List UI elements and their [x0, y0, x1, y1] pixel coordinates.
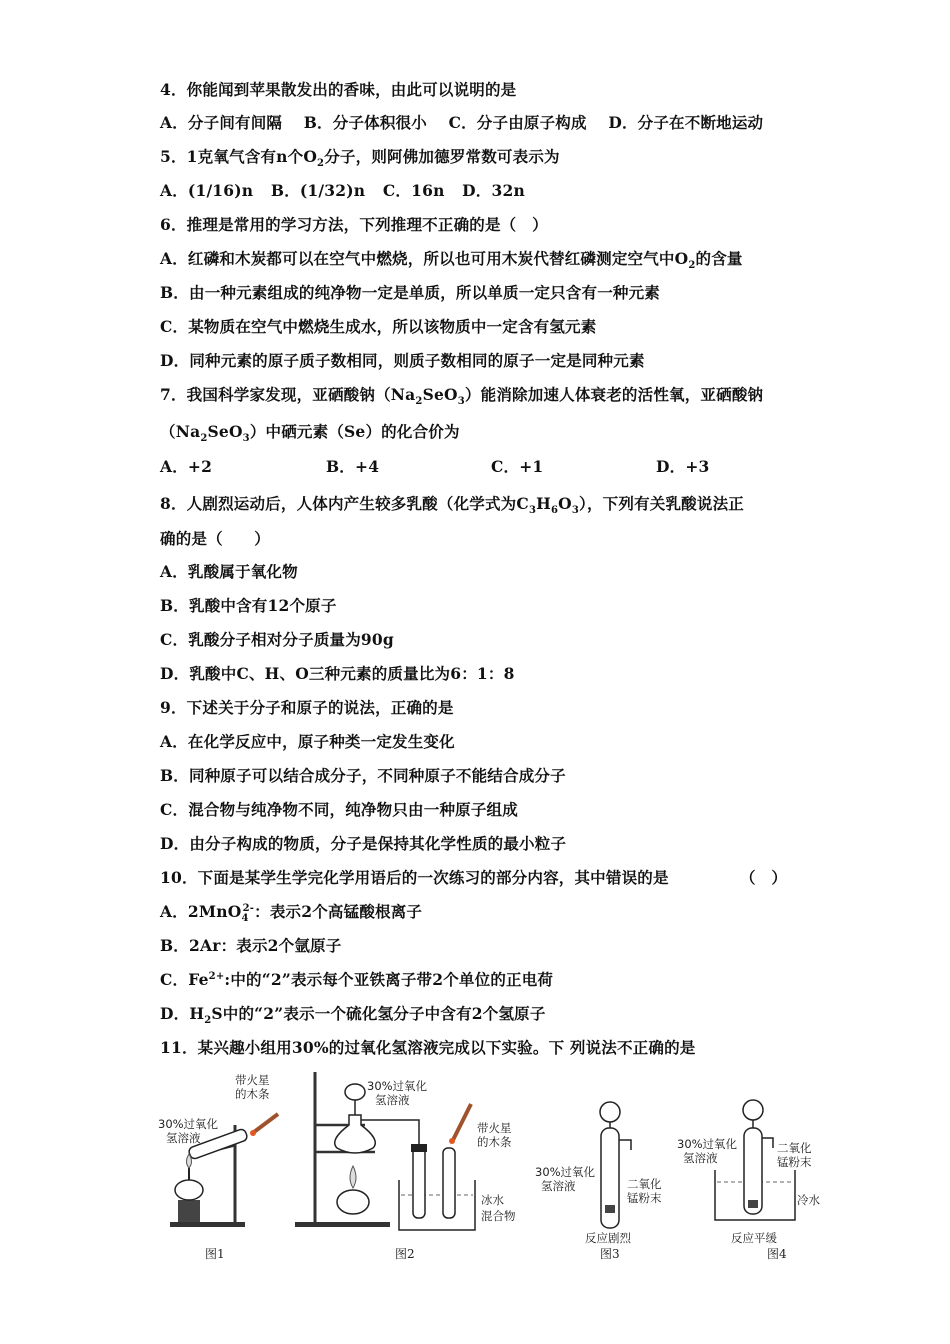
beaker: [399, 1180, 475, 1230]
figure-1: [150, 1070, 300, 1270]
glowing-splint: [254, 1114, 278, 1132]
figure-4-diagram: [675, 1070, 830, 1270]
q8-s1-post: ），下列有关乳酸说法正: [579, 494, 744, 513]
figure-4: [675, 1070, 830, 1270]
q6-option-c[interactable]: C．某物质在空气中燃烧生成水，所以该物质中一定含有氢元素: [160, 317, 597, 336]
fig2-label-ice-2: 混合物: [481, 1209, 516, 1223]
q7-s2-sub2: 3: [242, 433, 250, 445]
q10-a-sup: 2-: [242, 902, 255, 914]
u-tube-left: [413, 1148, 425, 1218]
q4-option-d[interactable]: D．分子在不断地运动: [608, 113, 764, 132]
q10-option-b[interactable]: B．2Ar：表示2个氩原子: [160, 936, 342, 955]
q11-stem: 11．某兴趣小组用30%的过氧化氢溶液完成以下实验。下 列说法不正确的是: [160, 1038, 696, 1057]
q7-stem-line2: [160, 420, 460, 444]
q7-s1-sub2: 3: [457, 396, 465, 408]
q8-s1-sub2: 6: [550, 505, 559, 517]
q7-s1-mid: SeO: [422, 385, 458, 404]
fig4-label-mn-2: 锰粉末: [777, 1155, 812, 1169]
q8-s1-pre: 8．人剧烈运动后，人体内产生较多乳酸（化学式为C: [160, 494, 529, 513]
q8-stem-line2: 确的是（ ）: [160, 529, 270, 548]
q5-stem: [160, 145, 560, 169]
q10-d-pre: D．H: [160, 1004, 205, 1023]
q10-c-pre: C．Fe: [160, 970, 209, 989]
glowing-splint: [453, 1104, 471, 1140]
fig3-note: 反应剧烈: [585, 1231, 631, 1245]
rubber-stopper: [411, 1144, 427, 1152]
q10-c-post: :中的“2”表示每个亚铁离子带2个单位的正电荷: [224, 970, 554, 989]
q9-option-b[interactable]: B．同种原子可以结合成分子，不同种原子不能结合成分子: [160, 766, 566, 785]
q8-s1-o: O: [558, 494, 572, 513]
u-tube-right: [443, 1148, 455, 1218]
fig3-label-sol-2: 氢溶液: [541, 1179, 576, 1193]
q8-option-c[interactable]: C．乳酸分子相对分子质量为90g: [160, 630, 394, 649]
q8-s1-h: H: [536, 494, 551, 513]
q5-options: [160, 179, 525, 201]
q6-option-a[interactable]: [160, 247, 743, 271]
q7-stem-line1: [160, 383, 763, 407]
mno2-powder: [605, 1205, 615, 1213]
fig2-label-sol-2: 氢溶液: [375, 1093, 410, 1107]
figure-2: [295, 1070, 535, 1270]
q7-option-b[interactable]: B．+4: [326, 457, 380, 476]
stand-base: [295, 1222, 390, 1227]
q9-stem: 9．下述关于分子和原子的说法，正确的是: [160, 698, 454, 717]
q7-s2-pre: （Na: [160, 422, 201, 441]
q10-a-pre: A．2MnO: [160, 902, 242, 921]
separatory-funnel: [345, 1084, 365, 1100]
q10-a-post: ：表示2个高锰酸根离子: [254, 902, 423, 921]
q10-option-d[interactable]: [160, 1002, 546, 1026]
q4-options: [160, 111, 763, 133]
q4-option-b[interactable]: B．分子体积很小: [303, 113, 427, 132]
q7-s2-post: ）中硒元素（Se）的化合价为: [249, 422, 460, 441]
q8-s1-sub1: 3: [528, 505, 537, 517]
fig4-label-sol-1: 30%过氧化: [677, 1137, 738, 1151]
lamp-flame: [350, 1166, 356, 1188]
q6-option-d[interactable]: D．同种元素的原子质子数相同，则质子数相同的原子一定是同种元素: [160, 351, 645, 370]
fig1-label-sol-2: 氢溶液: [166, 1131, 201, 1145]
alcohol-lamp: [175, 1180, 203, 1200]
q6-option-b[interactable]: B．由一种元素组成的纯净物一定是单质，所以单质一定只含有一种元素: [160, 283, 661, 302]
q6-stem: 6．推理是常用的学习方法，下列推理不正确的是（ ）: [160, 215, 548, 234]
q5-stem-post: 分子，则阿佛加德罗常数可表示为: [324, 147, 560, 166]
q6-a-pre: A．红磷和木炭都可以在空气中燃烧，所以也可用木炭代替红磷测定空气中O: [160, 249, 689, 268]
q7-s1-pre: 7．我国科学家发现，亚硒酸钠（Na: [160, 385, 416, 404]
q9-option-c[interactable]: C．混合物与纯净物不同，纯净物只由一种原子组成: [160, 800, 518, 819]
fig1-label-splint-2: 的木条: [235, 1087, 270, 1101]
q9-option-d[interactable]: D．由分子构成的物质，分子是保持其化学性质的最小粒子: [160, 834, 567, 853]
q7-option-d[interactable]: D．+3: [656, 457, 710, 476]
fig4-label-mn-1: 二氧化: [777, 1141, 812, 1155]
fig4-caption: 图4: [767, 1247, 787, 1261]
side-tube: [762, 1138, 773, 1148]
fig1-label-sol-1: 30%过氧化: [158, 1117, 219, 1131]
q7-s1-sub1: 2: [415, 396, 423, 408]
q10-answer-bracket: （ ）: [740, 868, 788, 887]
dropping-funnel: [743, 1100, 763, 1120]
q10-a-sub: 4: [241, 913, 249, 925]
fig4-note: 反应平缓: [731, 1231, 777, 1245]
q5-option-d[interactable]: D．32n: [462, 181, 525, 200]
block-support: [178, 1200, 200, 1222]
splint-ember: [250, 1130, 256, 1136]
q7-s2-sub1: 2: [200, 433, 208, 445]
alcohol-lamp: [337, 1190, 369, 1214]
fig1-label-splint-1: 带火星: [235, 1073, 270, 1087]
dropping-funnel: [600, 1102, 620, 1122]
side-tube: [619, 1140, 631, 1150]
q5-stem-pre: 5．1克氧气含有n个O: [160, 147, 318, 166]
fig2-label-splint-2: 的木条: [477, 1135, 512, 1149]
q6-a-post: 的含量: [695, 249, 743, 268]
q9-option-a[interactable]: A．在化学反应中，原子种类一定发生变化: [160, 732, 455, 751]
q5-stem-sub: 2: [317, 158, 325, 170]
q10-d-post: S中的“2”表示一个硫化氢分子中含有2个氢原子: [211, 1004, 546, 1023]
fig3-label-mn-2: 锰粉末: [627, 1191, 662, 1205]
experiment-figures: [150, 1070, 830, 1270]
q7-s2-mid: SeO: [207, 422, 243, 441]
figure-1-diagram: [150, 1070, 300, 1270]
fig3-label-mn-1: 二氧化: [627, 1177, 662, 1191]
mno2-powder: [748, 1200, 758, 1208]
stand-base: [170, 1222, 245, 1227]
q5-option-a[interactable]: A．(1/16)n: [160, 181, 254, 200]
q8-option-a[interactable]: A．乳酸属于氧化物: [160, 562, 298, 581]
q7-option-c[interactable]: C．+1: [491, 457, 544, 476]
fig2-caption: 图2: [395, 1247, 415, 1261]
q10-option-c[interactable]: [160, 968, 553, 990]
q8-option-d[interactable]: D．乳酸中C、H、O三种元素的质量比为6：1：8: [160, 664, 515, 683]
fig3-label-sol-1: 30%过氧化: [535, 1165, 596, 1179]
q10-d-sub: 2: [204, 1015, 212, 1027]
q5-option-c[interactable]: C．16n: [382, 181, 445, 200]
q4-option-c[interactable]: C．分子由原子构成: [448, 113, 587, 132]
q5-option-b[interactable]: B．(1/32)n: [270, 181, 366, 200]
figure-3: [535, 1070, 685, 1270]
fig2-label-ice-1: 冰水: [481, 1193, 504, 1207]
q4-option-a[interactable]: A．分子间有间隔: [160, 113, 283, 132]
q7-option-a[interactable]: A．+2: [160, 457, 213, 476]
q7-s1-post: ）能消除加速人体衰老的活性氧，亚硒酸钠: [464, 385, 764, 404]
splint-ember: [449, 1138, 455, 1144]
fig3-caption: 图3: [600, 1247, 620, 1261]
fig4-label-sol-2: 氢溶液: [683, 1151, 718, 1165]
q10-stem: 10．下面是某学生学完化学用语后的一次练习的部分内容，其中错误的是: [160, 868, 669, 887]
fig1-caption: 图1: [205, 1247, 225, 1261]
fig2-label-splint-1: 带火星: [477, 1121, 512, 1135]
q4-stem: 4．你能闻到苹果散发出的香味，由此可以说明的是: [160, 80, 517, 99]
q10-option-a[interactable]: [160, 900, 422, 924]
q6-a-sub: 2: [688, 260, 696, 272]
figure-3-diagram: [535, 1070, 685, 1270]
q10-c-sup: 2+: [208, 970, 225, 982]
q8-stem-line1: [160, 492, 744, 516]
q8-option-b[interactable]: B．乳酸中含有12个原子: [160, 596, 337, 615]
fig4-label-cold: 冷水: [797, 1193, 820, 1207]
figure-2-diagram: [295, 1070, 535, 1270]
fig2-label-sol-1: 30%过氧化: [367, 1079, 428, 1093]
q8-s1-sub3: 3: [571, 505, 580, 517]
